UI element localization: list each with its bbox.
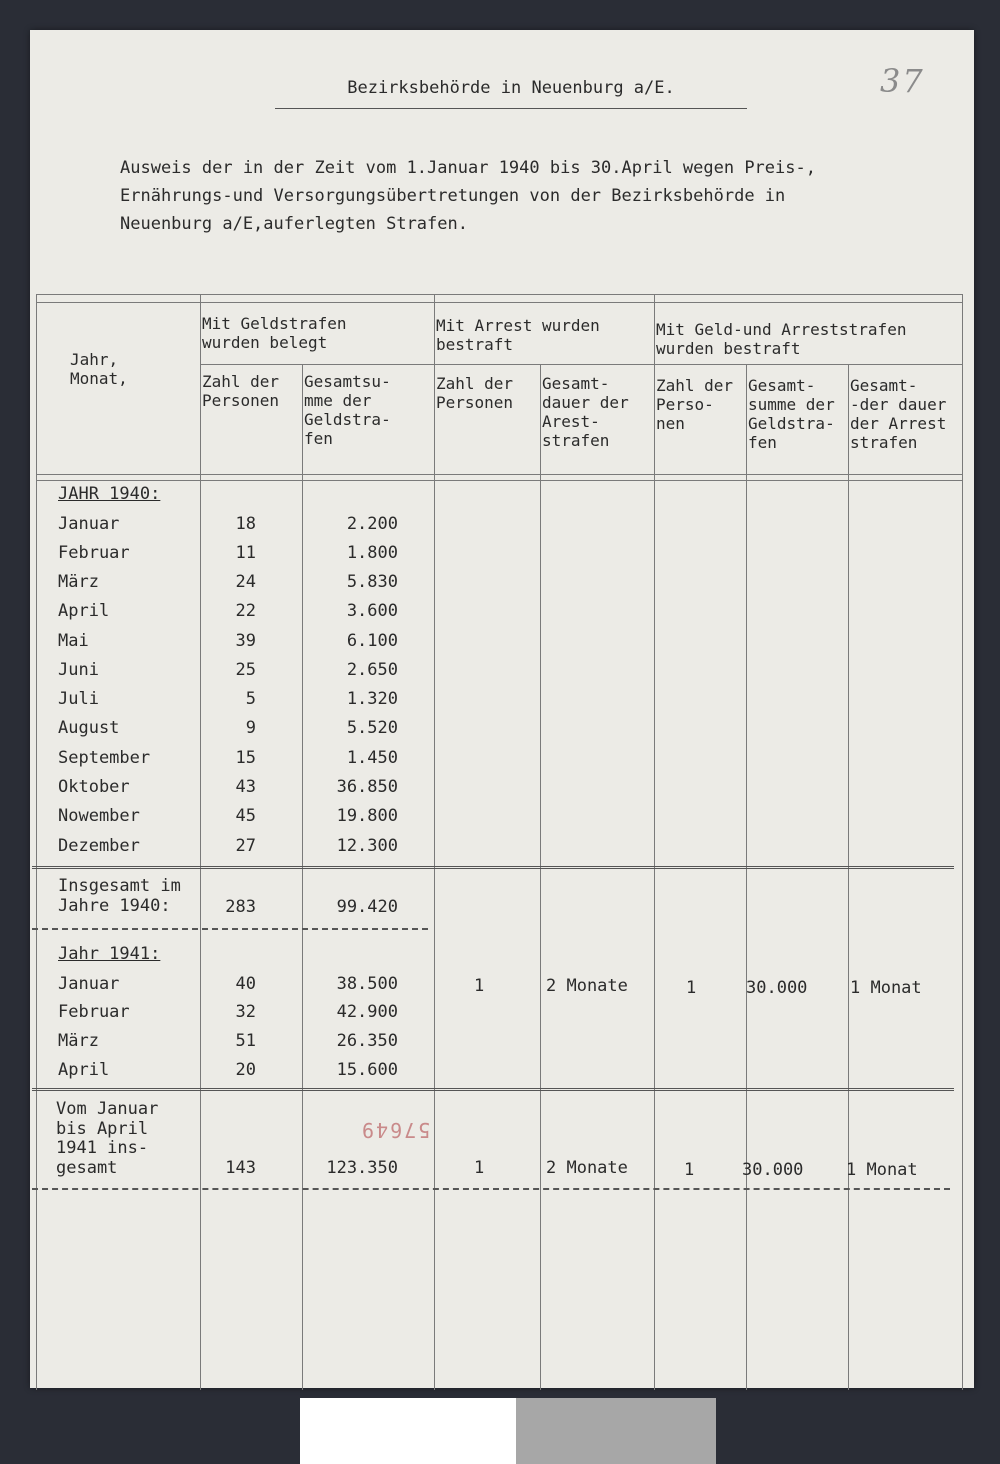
- row-month: Februar: [58, 1002, 130, 1022]
- header-both-group: Mit Geld-und Arreststrafen wurden bestraft: [656, 320, 907, 358]
- row-sum: 38.500: [336, 974, 398, 994]
- intro-line: Ausweis der in der Zeit vom 1.Januar 1940 bis 30.April wegen Preis-,: [120, 158, 816, 178]
- row-persons: 39: [235, 631, 256, 651]
- row-sum: 5.520: [346, 718, 398, 738]
- total-persons: 143: [225, 1158, 256, 1178]
- header-arrest-persons: Zahl der Personen: [436, 374, 514, 412]
- row-sum: 2.200: [346, 514, 398, 534]
- column-divider: [746, 364, 747, 1390]
- row-month: März: [58, 572, 99, 592]
- table-border: [36, 294, 962, 295]
- row-sum: 26.350: [336, 1031, 398, 1051]
- row-persons: 25: [235, 660, 256, 680]
- intro-paragraph: [120, 154, 920, 238]
- total-both-persons: 1: [684, 1160, 695, 1180]
- row-month: April: [58, 601, 110, 621]
- header-arrest-group: Mit Arrest wurden bestraft: [436, 316, 600, 354]
- row-month: Oktober: [58, 777, 130, 797]
- row-month: Januar: [58, 974, 120, 994]
- row-both-duration: 1 Monat: [850, 978, 922, 998]
- row-month: Mai: [58, 631, 89, 651]
- row-sum: 15.600: [336, 1060, 398, 1080]
- row-month: Januar: [58, 514, 120, 534]
- header-divider: [36, 480, 962, 481]
- dashed-rule: [32, 1188, 950, 1190]
- table-border: [36, 302, 962, 303]
- table-border: [962, 294, 963, 1390]
- total-persons: 283: [225, 897, 256, 917]
- dashed-rule: [32, 928, 428, 930]
- total-arrest-duration: 2 Monate: [546, 1158, 628, 1178]
- row-sum: 36.850: [336, 777, 398, 797]
- row-arrest-duration: 2 Monate: [546, 976, 628, 996]
- row-month: Dezember: [58, 836, 140, 856]
- column-divider: [654, 294, 655, 1390]
- row-persons: 27: [235, 836, 256, 856]
- row-month: Juni: [58, 660, 99, 680]
- row-persons: 40: [235, 974, 256, 994]
- row-persons: 20: [235, 1060, 256, 1080]
- archive-label-gray: [516, 1398, 716, 1464]
- row-sum: 1.320: [346, 689, 398, 709]
- row-sum: 1.450: [346, 748, 398, 768]
- row-month: September: [58, 748, 151, 768]
- header-divider: [36, 474, 962, 475]
- total-arrest-persons: 1: [474, 1158, 485, 1178]
- header-both-duration: Gesamt- -der dauer der Arrest strafen: [850, 376, 947, 452]
- header-both-persons: Zahl der Perso- nen: [656, 376, 734, 433]
- row-month: August: [58, 718, 120, 738]
- section-label-1940: JAHR 1940:: [58, 484, 161, 504]
- archive-label-white: [300, 1398, 516, 1464]
- table-border: [36, 294, 37, 1390]
- row-persons: 22: [235, 601, 256, 621]
- column-divider: [302, 364, 303, 1390]
- header-arrest-duration: Gesamt- dauer der Arest- strafen: [542, 374, 629, 450]
- row-sum: 6.100: [346, 631, 398, 651]
- total-sum: 123.350: [326, 1158, 398, 1178]
- handwritten-page-number: 37: [880, 62, 925, 100]
- row-persons: 24: [235, 572, 256, 592]
- row-month: Juli: [58, 689, 99, 709]
- header-both-total: Gesamt- summe der Geldstra- fen: [748, 376, 835, 452]
- row-month: Februar: [58, 543, 130, 563]
- row-sum: 3.600: [346, 601, 398, 621]
- section-label-1941: Jahr 1941:: [58, 944, 161, 964]
- row-sum: 2.650: [346, 660, 398, 680]
- header-fines-persons: Zahl der Personen: [202, 372, 280, 410]
- row-persons: 9: [245, 718, 256, 738]
- row-sum: 42.900: [336, 1002, 398, 1022]
- row-sum: 5.830: [346, 572, 398, 592]
- total-label: Insgesamt im Jahre 1940:: [58, 876, 181, 916]
- row-both-persons: 1: [686, 978, 697, 998]
- authority-title: Bezirksbehörde in Neuenburg a/E.: [275, 78, 747, 109]
- row-persons: 5: [245, 689, 256, 709]
- row-persons: 11: [235, 543, 256, 563]
- penalties-table: [36, 294, 962, 1390]
- double-rule: [32, 866, 954, 869]
- row-persons: 45: [235, 806, 256, 826]
- column-divider: [200, 294, 201, 1390]
- intro-line: Neuenburg a/E,auferlegten Strafen.: [120, 214, 468, 234]
- row-persons: 32: [235, 1002, 256, 1022]
- intro-line: Ernährungs-und Versorgungsübertretungen von der Bezirksbehörde in: [120, 186, 786, 206]
- row-sum: 12.300: [336, 836, 398, 856]
- header-fines-total: Gesamtsu- mme der Geldstra- fen: [304, 372, 391, 448]
- row-persons: 15: [235, 748, 256, 768]
- row-arrest-persons: 1: [474, 976, 485, 996]
- row-persons: 51: [235, 1031, 256, 1051]
- column-divider: [848, 364, 849, 1390]
- double-rule: [32, 1088, 954, 1091]
- total-sum: 99.420: [336, 897, 398, 917]
- total-both-duration: 1 Monat: [846, 1160, 918, 1180]
- row-month: April: [58, 1060, 110, 1080]
- header-fines-group: Mit Geldstrafen wurden belegt: [202, 314, 347, 352]
- row-month: Nowember: [58, 806, 140, 826]
- archive-stamp-number: 57649: [360, 1118, 431, 1142]
- header-divider: [200, 364, 962, 365]
- row-both-sum: 30.000: [746, 978, 808, 998]
- row-persons: 43: [235, 777, 256, 797]
- total-both-sum: 30.000: [742, 1160, 804, 1180]
- row-month: März: [58, 1031, 99, 1051]
- column-divider: [540, 364, 541, 1390]
- row-persons: 18: [235, 514, 256, 534]
- row-sum: 19.800: [336, 806, 398, 826]
- row-sum: 1.800: [346, 543, 398, 563]
- column-divider: [434, 294, 435, 1390]
- total-label: Vom Januar bis April 1941 ins- gesamt: [56, 1099, 159, 1178]
- header-year-month: Jahr, Monat,: [70, 350, 128, 388]
